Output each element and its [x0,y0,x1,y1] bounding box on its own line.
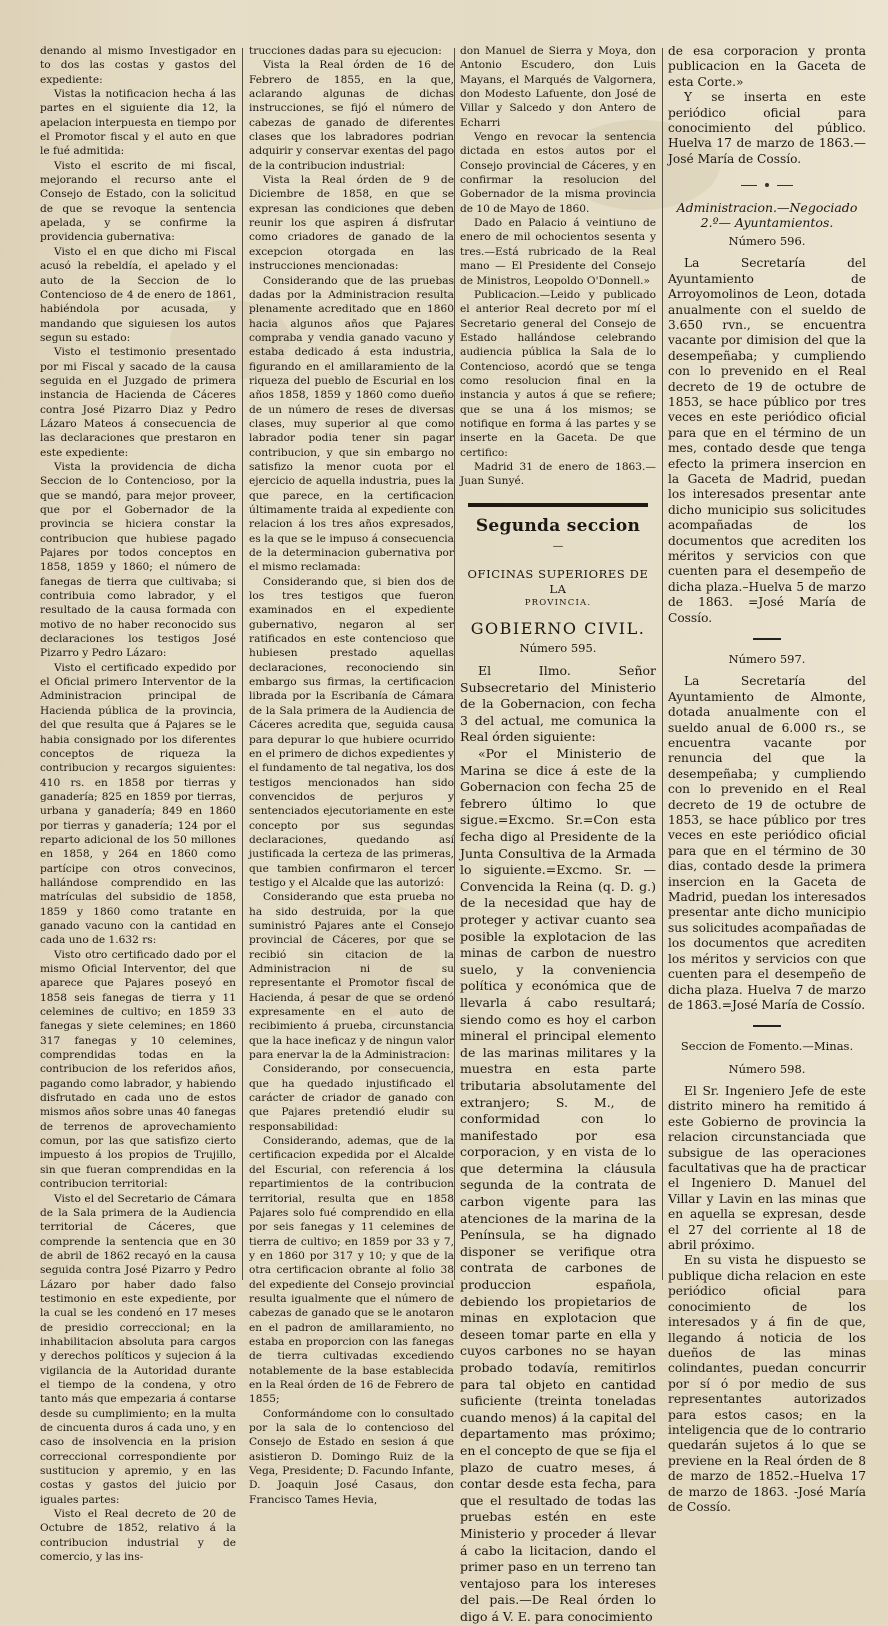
paragraph: Dado en Palacio á veintiuno de enero de mil ochocientos sesenta y tres.—Está rubricado de la Real mano — El Presidente del Consejo de Ministros, Leopoldo O'Donnell.» [460,217,656,287]
column-rule [454,48,455,1280]
notice-598-body [668,1084,866,1515]
paragraph: Vista la Real órden de 9 de Diciembre de 1858, en que se expresan las condiciones que deben reunir los que aspiren á disfrutar como criadores de ganado de la excepcion otorgada en las instrucciones mencionadas: [249,174,454,273]
paragraph: Visto el escrito de mi fiscal, mejorando el recurso ante el Consejo de Estado, con la solicitud de que se revoque la sentencia apelada, y se confirme la providencia gubernativa: [40,159,236,244]
paragraph: trucciones dadas para su ejecucion: [249,45,442,57]
paragraph: Considerando que de las pruebas dadas por la Administracion resulta plenamente acreditado que en 1860 hacia algunos años que Pajares compraba y vendia ganado vacuno y estaba dedicado á esta industria, figurando en el amillaramiento de la riqueza del pueblo de Escurial en los años 1858, 1859 y 1860 como dueño de un número de reses de diversas clases, muy superior al que como labrador podia tener sin pagar contribucion, y que sin embargo no satisfizo la menor cuota por el ejercicio de aquella industria, pues la que parece, en la certificacion últimamente traida al expediente con relacion á los tres años expresados, es la que se le impuso á consecuencia de la determinacion gubernativa por el mismo reclamada: [249,274,454,574]
fomento-heading: Seccion de Fomento.—Minas. [680,1039,854,1054]
paragraph: Vista la Real órden de 16 de Febrero de 1855, en la que, aclarando algunas de dichas instrucciones, se fijó el número de cabezas de ganado de diferentes clases que los labradores podrian adquirir y conservar exentas del pago de la contribucion industrial: [249,59,454,172]
paragraph: El Sr. Ingeniero Jefe de este distrito minero ha remitido á este Gobierno de provincia la relacion circunstanciada que subsigue de las operaciones facultativas que ha de practicar el Ingeniero D. Manuel del Villar y Lavin en las minas que en aquella se expresan, desde el 27 del corriente al 18 de abril próximo. [668,1084,866,1253]
office-heading: OFICINAS SUPERIORES DE LA [467,567,649,596]
paragraph: Considerando que esta prueba no ha sido destruida, por la que suministró Pajares ante el Consejo provincial de Cáceres, por que se recibió sin citacion de la Administracion ni de su representante el Promotor fiscal de Hacienda, á pesar de que se ordenó expresamente en el auto de recibimiento á prueba, circunstancia que la hace ineficaz y de ningun valor para enervar la de la Administracion: [249,891,454,1062]
notice-number: Número 596. [728,233,806,248]
paragraph: Visto el Real decreto de 20 de Octubre de 1852, relativo á la contribucion industrial y de comercio, y las ins- [40,1508,236,1564]
paragraph: Visto el testimonio presentado por mi Fiscal y sacado de la causa seguida en el Juzgado de primera instancia de Hacienda de Cáceres contra José Pizarro Diaz y Pedro Lázaro Mateos á consecuencia de las declaraciones que prestaron en este expediente: [40,346,236,459]
paragraph: Vista la providencia de dicha Seccion de lo Contencioso, por la que se mandó, para mejor proveer, que por el Gobernador de la provincia se hiciera constar la contribucion que hubiese pagado Pajares por todos conceptos en 1858, 1859 y 1860; el número de fanegas de tierra que cultivaba; si contribuia como labrador, y el resultado de la causa formada con motivo de no haber reconocido sus declaraciones los testigos José Pizarro y Pedro Lázaro: [40,460,236,660]
section-divider [468,503,648,507]
paragraph: de esa corporacion y pronta publicacion en la Gaceta de esta Corte.» [668,44,866,89]
notice-number: Número 598. [728,1061,806,1076]
paragraph: La Secretaría del Ayuntamiento de Almonte, dotada anualmente con el sueldo anual de 6.000 rs., se encuentra vacante por renuncia del que la desempeñaba; y cumpliendo con lo prevenido en el Real decreto de 19 de octubre de 1853, se hace público por tres veces en este periódico oficial para que en el término de 30 dias, contado desde la primera insercion en la Gaceta de Madrid, puedan los interesados presentar ante dicho municipio sus solicitudes acompañadas de los documentos que acrediten los méritos y servicios con que cuenten para el desempeño de dicha plaza. Huelva 7 de marzo de 1863.=José María de Cossío. [668,674,866,1012]
column-2 [249,44,454,1506]
column-rule [242,48,243,1280]
divider [753,638,781,640]
column-1 [40,44,236,1564]
paragraph: Publicacion.—Leido y publicado el anterior Real decreto por mí el Secretario general del Consejo de Estado hallándose celebrando audiencia pública la Sala de lo Contencioso, acordó que se tenga como resolucion final en la instancia y autos á que se refiere; que se una á los mismos; se notifique en forma á las partes y se inserte en la Gaceta. De que certifico: [460,288,656,459]
paragraph: Vengo en revocar la sentencia dictada en estos autos por el Consejo provincial de Cáceres, y en confirmar la resolucion del Gobernador de la misma provincia de 10 de Mayo de 1860. [460,131,656,215]
paragraph: Visto el en que dicho mi Fiscal acusó la rebeldía, el apelado y el auto de la Seccion de lo Contencioso de 4 de enero de 1861, habiéndola por acusada, y mandando que siguiesen los autos segun su estado: [40,245,236,344]
column-4 [668,44,866,1514]
admin-heading: Administracion.—Negociado 2.º— Ayuntamientos. [676,200,858,230]
gobierno-heading: GOBIERNO CIVIL. [470,619,646,639]
notice-596-body [668,256,866,626]
paragraph: Visto el del Secretario de Cámara de la Sala primera de la Audiencia territorial de Cáceres, que comprende la sentencia que en 30 de abril de 1862 recayó en la causa seguida contra José Pizarro y Pedro Lázaro por haber dado falso testimonio en este expediente, por la cual se les condenó en 17 meses de presidio correccional; en la inhabilitacion absoluta para cargos y derechos políticos y sujecion á la vigilancia de la Autoridad durante el tiempo de la condena, y otro tanto más que empezaria á contarse desde su cumplimiento; en la multa de cincuenta duros á cada uno, y en caso de insolvencia en la prision correccional correspondiente por sustitucion y apremio, y en las costas y gastos del juicio por iguales partes: [40,1192,236,1506]
paragraph: Conformándome con lo consultado por la sala de lo contencioso del Consejo de Estado en sesion á que asistieron D. Domingo Ruiz de la Vega, Presidente; D. Facundo Infante, D. Joaquin José Casaus, don Francisco Tames Hevia, [249,1407,454,1506]
paragraph: Visto el certificado expedido por el Oficial primero Interventor de la Administracion principal de Hacienda pública de la provincia, del que resulta que á Pajares se le habia consignado por los diferentes conceptos de riqueza la contribucion y recargos siguientes: 410 rs. en 1858 por tierras y ganadería; 825 en 1859 por tierras, urbana y ganadería; 849 en 1860 por tierras y ganadería; 124 por el reparto adicional de los 50 millones en 1858, y 264 en 1860 como partícipe con otros convecinos, hallándose comprendido en las matrículas del subsidio de 1858, 1859 y 1860 como tratante en ganado vacuno con la cantidad en cada uno de 1.632 rs: [40,661,236,947]
section-title: Segunda seccion [475,515,641,536]
province-heading: PROVINCIA. [524,598,592,609]
signature-line: Madrid 31 de enero de 1863.—Juan Sunyé. [460,460,656,488]
paragraph: Y se inserta en este periódico oficial para conocimiento del público. Huelva 17 de marzo de 1863.—José María de Cossío. [668,90,866,166]
notice-595-end [668,44,866,167]
column-3 [460,44,656,1624]
column-rule [662,48,663,1280]
paragraph: Considerando que, si bien dos de los tres testigos que fueron examinados en el expediente gubernativo, negaron al ser ratificados en este contencioso que hubiesen prestado aquellas declaraciones, reconociendo sin embargo sus firmas, la certificacion librada por la Escribanía de Cámara de la Sala primera de la Audiencia de Cáceres acredita que, seguida causa para depurar lo que hubiere ocurrido en el primero de dichos expedientes y el fundamento de tal negativa, los dos testigos mencionados han sido convencidos de perjuros y sentenciados ejecutoriamente en este concepto por sus segundas declaraciones, quedando así justificada la certeza de las primeras, que tambien confirmaron el tercer testigo y el Alcalde que las autorizó: [249,575,454,889]
paragraph: La Secretaría del Ayuntamiento de Arroyomolinos de Leon, dotada anualmente con el sueldo de 3.650 rvn., se encuentra vacante por dimision del que la desempeñaba; y cumpliendo con lo prevenido en el Real decreto de 19 de octubre de 1853, se hace público por tres veces en este periódico oficial para que en el término de un mes, contado desde que tenga efecto la primera insercion en la Gaceta de Madrid, puedan los interesados presentar ante dicho municipio sus solicitudes acompañadas de los documentos que acrediten los méritos y servicios con que cuenten para el desempeño de dicha plaza.–Huelva 5 de marzo de 1863. =José María de Cossío. [668,256,866,625]
notice-597-body [668,674,866,1013]
paragraph: don Manuel de Sierra y Moya, don Antonio Escudero, don Luis Mayans, el Marqués de Valgornera, don Modesto Lafuente, don José de Villar y Salcedo y don Antero de Echarri [460,45,656,129]
paragraph: denando al mismo Investigador en to dos las costas y gastos del expediente: [40,45,236,86]
paragraph: Vistas la notificacion hecha á las partes en el siguiente dia 12, la apelacion interpuesta en tiempo por el Promotor fiscal y el auto en que le fué admitida: [40,88,236,158]
divider [753,1025,781,1027]
paragraph: Visto otro certificado dado por el mismo Oficial Interventor, del que aparece que Pajares poseyó en 1858 seis fanegas de tierra y 11 celemines de cultivo; en 1859 33 fanegas y siete celemines; en 1860 317 fanegas y 10 celemines, comprendidas todas en la contribucion de los referidos años, pagando como labrador, y habiendo disfrutado en cada uno de estos mismos años sobre unas 40 fanegas de terrenos de aprovechamiento comun, por las que satisfizo cierto impuesto á los propios de Trujillo, sin que fueran comprendidas en la contribucion territorial: [40,948,236,1191]
notice-number: Número 595. [519,640,597,655]
ornamental-divider [668,183,866,187]
dash: — [552,540,564,552]
notice-595-body [460,663,656,1625]
paragraph: En su vista he dispuesto se publique dicha relacion en este periódico oficial para conocimiento de los interesados y á fin de que, llegando á noticia de los dueños de las minas colindantes, puedan concurrir por sí ó por medio de sus representantes autorizados para estos casos; en la inteligencia que de lo contrario quedarán sujetos á lo que se previene en la Real órden de 8 de marzo de 1852.–Huelva 17 de marzo de 1863. -José María de Cossío. [668,1253,866,1514]
paragraph: Considerando, por consecuencia, que ha quedado injustificado el carácter de criador de ganado con que Pajares pretendió eludir su responsabilidad: [249,1063,454,1133]
paragraph: El Ilmo. Señor Subsecretario del Ministerio de la Gobernacion, con fecha 3 del actual, me comunica la Real órden siguiente: [460,663,656,745]
paragraph: «Por el Ministerio de Marina se dice á este de la Gobernacion con fecha 25 de febrero último lo que sigue.=Excmo. Sr.=Con esta fecha digo al Presidente de la Junta Consultiva de la Armada lo siguiente.=Excmo. Sr. —Convencida la Reina (q. D. g.) de la necesidad que hay de proteger y activar cuanto sea posible la explotacion de las minas de carbon de nuestro suelo, y la conveniencia política y económica que de llevarla á cabo resultará; siendo como es hoy el carbon mineral el principal elemento de las marinas militares y la muestra en esta parte tributaria absolutamente del extranjero; S. M., de conformidad con lo manifestado por esa corporacion, y en vista de lo que determina la cláusula segunda de la contrata de carbon vigente para las atenciones de la marina de la Península, se ha dignado disponer se verifique otra contrata de carbones de produccion española, debiendo los propietarios de minas en explotacion que deseen tomar parte en ella y cuyos carbones no se hayan probado todavía, remitirlos para tal objeto en cantidad suficiente (treinta toneladas cuando menos) á la capital del departamento mas próximo; en el concepto de que se fija el plazo de cuatro meses, á contar desde esta fecha, para que el resultado de todas las pruebas estén en este Ministerio y proceder á llevar á cabo la licitacion, dando el primer paso en un terreno tan ventajoso para los intereses del pais.—De Real órden lo digo á V. E. para conocimiento [460,746,656,1624]
notice-number: Número 597. [728,652,806,667]
paragraph: Considerando, ademas, que de la certificacion expedida por el Alcalde del Escurial, con referencia á los repartimientos de la contribucion territorial, resulta que en 1858 Pajares solo fué comprendido en ella por seis fanegas y 11 celemines de tierra de cultivo; en 1859 por 33 y 7, y en 1860 por 317 y 10; y que de la otra certificacion obrante al folio 38 del expediente del Consejo provincial resulta igualmente que el número de cabezas de ganado que se le anotaron en el padron de amillaramiento, no estaba en proporcion con las fanegas de tierra cultivadas excediendo notablemente de la base establecida en la Real órden de 16 de Febrero de 1855; [249,1135,454,1406]
